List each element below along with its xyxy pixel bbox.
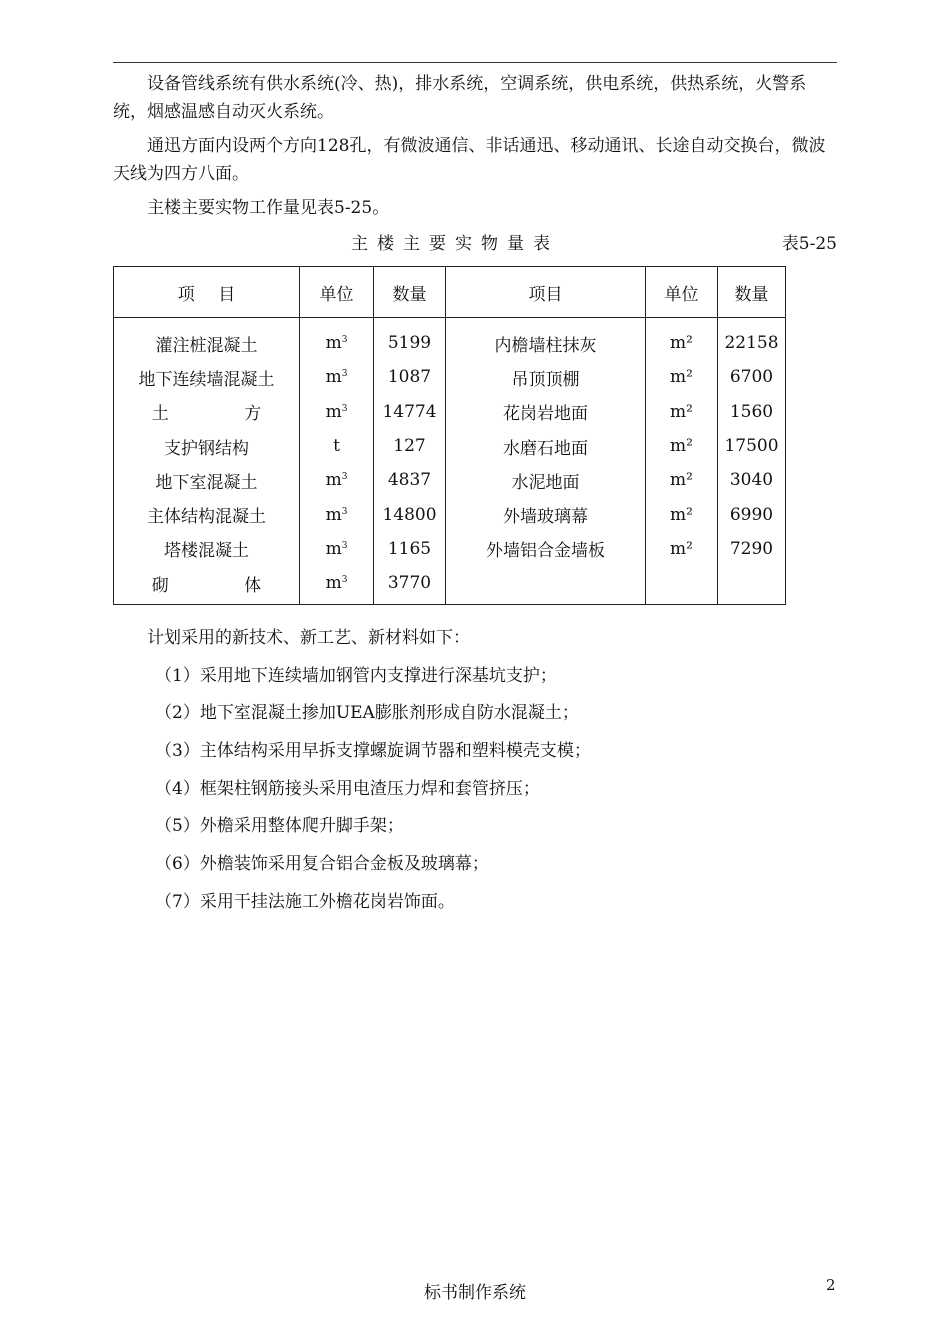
row-quantity: 14774	[374, 395, 446, 429]
row-item-2	[446, 566, 646, 605]
row-quantity-2: 17500	[718, 429, 786, 463]
list-item: （7）采用干挂法施工外檐花岗岩饰面。	[155, 891, 455, 912]
row-item-2: 外墙铝合金墙板	[446, 532, 646, 566]
list-item: （2）地下室混凝土掺加UEA膨胀剂形成自防水混凝土；	[155, 703, 579, 724]
row-quantity: 1165	[374, 532, 446, 566]
row-quantity: 3770	[374, 566, 446, 605]
col-header-quantity-2: 数量	[718, 267, 786, 318]
row-quantity: 14800	[374, 497, 446, 531]
row-quantity-2	[718, 566, 786, 605]
page-number: 2	[826, 1276, 836, 1294]
list-item: （1）采用地下连续墙加钢管内支撑进行深基坑支护；	[155, 665, 557, 686]
row-quantity: 5199	[374, 318, 446, 361]
page-footer: 标书制作系统	[424, 1283, 526, 1303]
table-row	[114, 318, 786, 361]
row-item: 地下连续墙混凝土	[114, 360, 300, 394]
col-header-item-2: 项目	[446, 267, 646, 318]
row-unit: $m^3$	[300, 566, 374, 605]
list-item: （5）外檐采用整体爬升脚手架；	[155, 816, 404, 837]
table-row	[114, 395, 786, 429]
row-item: 砌 体	[114, 566, 300, 605]
row-item: 主体结构混凝土	[114, 497, 300, 531]
row-unit-2	[646, 566, 718, 605]
table-row	[114, 532, 786, 566]
col-header-unit-2: 单位	[646, 267, 718, 318]
row-unit-2: m²	[646, 360, 718, 394]
header-rule	[113, 62, 837, 63]
row-unit-2: m²	[646, 532, 718, 566]
row-unit-2: m²	[646, 395, 718, 429]
paragraph-communications: 通迅方面内设两个方向128孔，有微波通信、非话通迅、移动通讯、长途自动交换台，微波天线为四方八面。	[113, 136, 826, 184]
table-row	[114, 497, 786, 531]
row-quantity-2: 6990	[718, 497, 786, 531]
row-unit-2: m²	[646, 497, 718, 531]
row-unit: $m^3$	[300, 395, 374, 429]
row-unit: $m^3$	[300, 318, 374, 361]
table-number: 表5-25	[781, 234, 837, 254]
row-quantity-2: 3040	[718, 463, 786, 497]
row-item-2: 水磨石地面	[446, 429, 646, 463]
col-header-unit: 单位	[300, 267, 374, 318]
quantity-table	[113, 266, 786, 605]
table-body	[114, 318, 786, 605]
list-item: （6）外檐装饰采用复合铝合金板及玻璃幕；	[155, 854, 489, 875]
row-unit: $m^3$	[300, 360, 374, 394]
row-unit-2: m²	[646, 318, 718, 361]
table-caption	[113, 230, 837, 258]
row-quantity-2: 22158	[718, 318, 786, 361]
row-item-2: 花岗岩地面	[446, 395, 646, 429]
paragraph-systems: 设备管线系统有供水系统(冷、热)，排水系统，空调系统，供电系统，供热系统，火警系统，烟感温感自动灭火系统。	[113, 74, 807, 122]
row-quantity: 127	[374, 429, 446, 463]
table-title: 主楼主要实物量表	[351, 234, 559, 254]
table-row	[114, 566, 786, 605]
table-header-row	[114, 267, 786, 318]
row-unit: $m^3$	[300, 463, 374, 497]
row-item: 塔楼混凝土	[114, 532, 300, 566]
row-unit: t	[300, 429, 374, 463]
col-header-item: 项 目	[114, 267, 300, 318]
row-quantity: 1087	[374, 360, 446, 394]
technology-list	[113, 620, 837, 922]
list-intro: 计划采用的新技术、新工艺、新材料如下：	[147, 628, 470, 648]
row-item: 灌注桩混凝土	[114, 318, 300, 361]
row-item-2: 内檐墙柱抹灰	[446, 318, 646, 361]
list-item: （4）框架柱钢筋接头采用电渣压力焊和套管挤压；	[155, 778, 540, 799]
row-item: 地下室混凝土	[114, 463, 300, 497]
row-unit: $m^3$	[300, 497, 374, 531]
col-header-quantity: 数量	[374, 267, 446, 318]
row-item: 土 方	[114, 395, 300, 429]
list-item: （3）主体结构采用早拆支撑螺旋调节器和塑料模壳支模；	[155, 741, 591, 762]
table-row	[114, 360, 786, 394]
row-item-2: 外墙玻璃幕	[446, 497, 646, 531]
row-unit-2: m²	[646, 429, 718, 463]
row-item: 支护钢结构	[114, 429, 300, 463]
row-quantity-2: 7290	[718, 532, 786, 566]
row-quantity-2: 6700	[718, 360, 786, 394]
row-unit-2: m²	[646, 463, 718, 497]
row-quantity: 4837	[374, 463, 446, 497]
paragraph-table-reference: 主楼主要实物工作量见表5-25。	[147, 198, 390, 218]
row-unit: $m^3$	[300, 532, 374, 566]
table-row	[114, 463, 786, 497]
row-quantity-2: 1560	[718, 395, 786, 429]
row-item-2: 吊顶顶棚	[446, 360, 646, 394]
table-row	[114, 429, 786, 463]
row-item-2: 水泥地面	[446, 463, 646, 497]
